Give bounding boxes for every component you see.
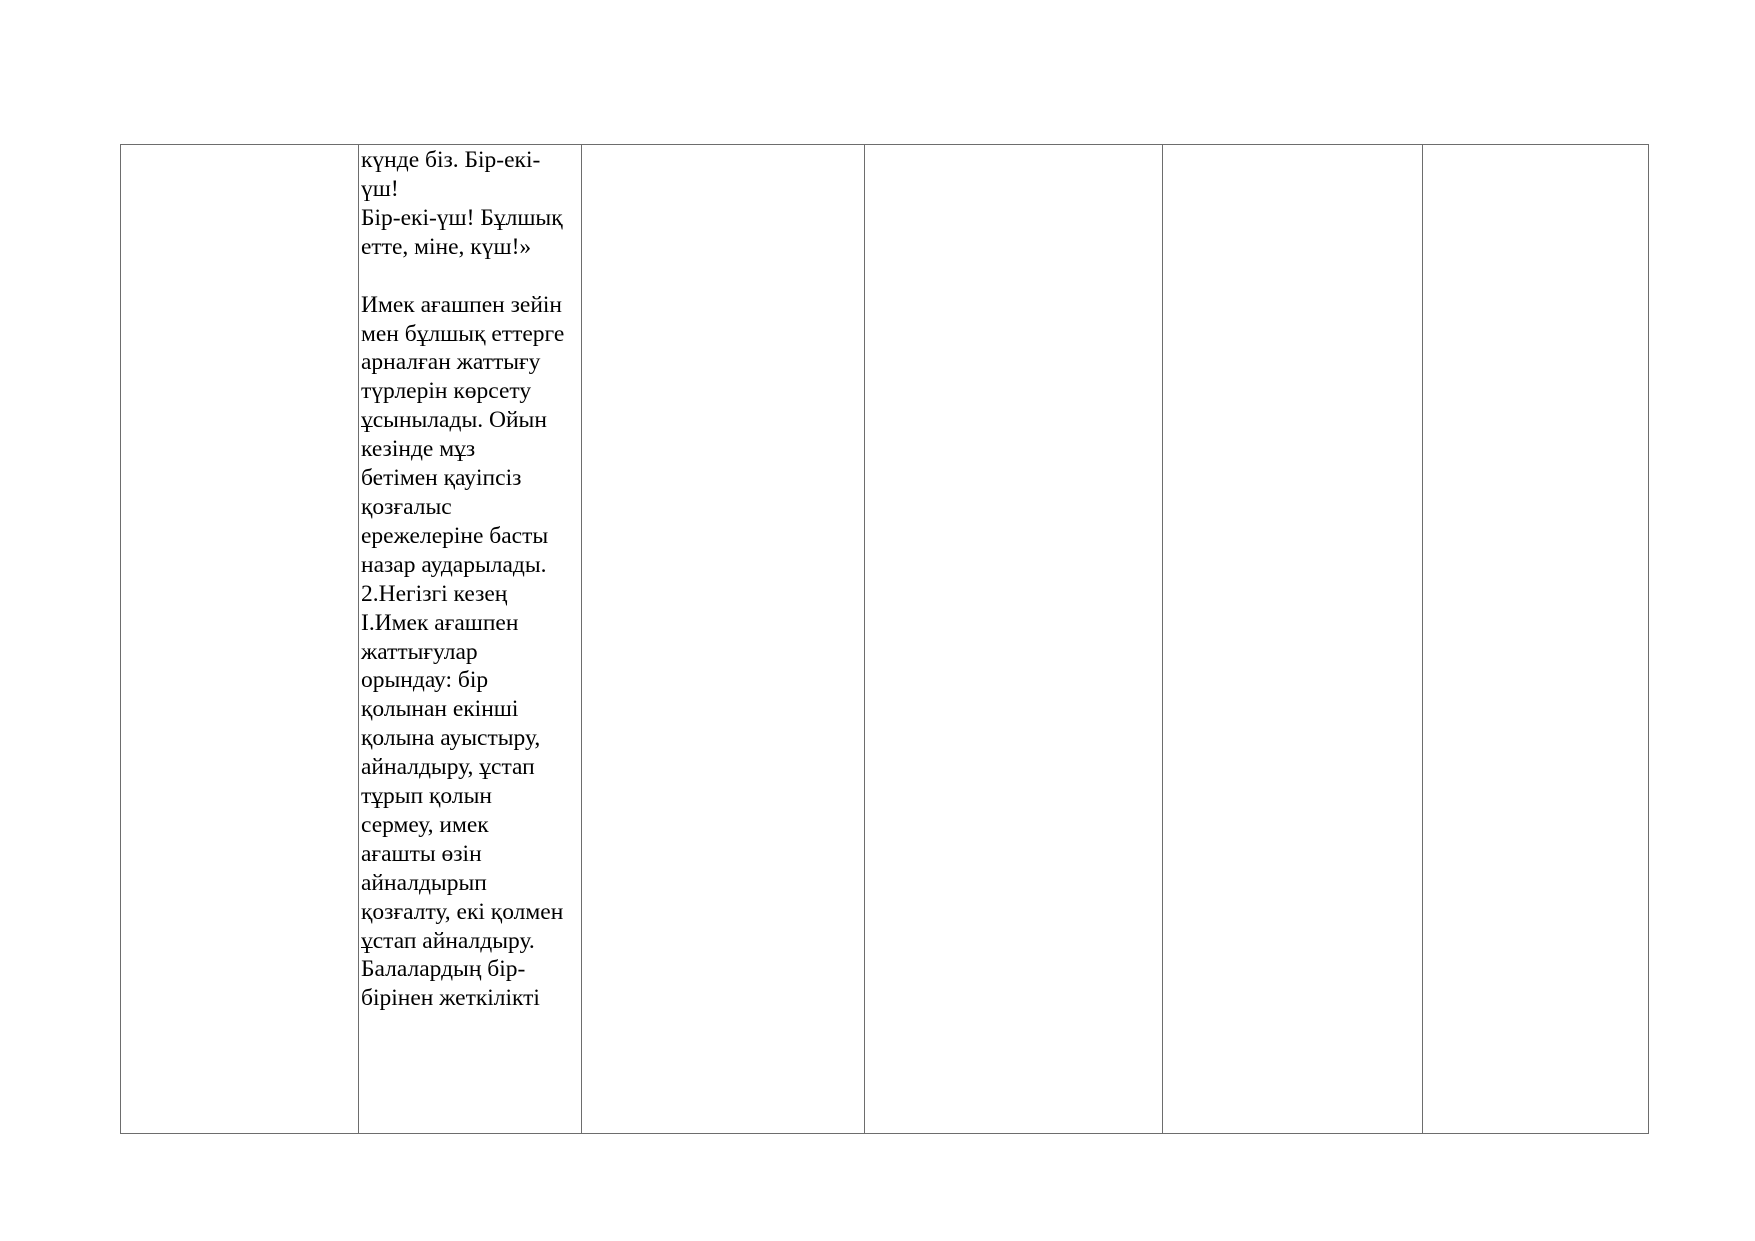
table-cell-col3 [582, 145, 865, 1134]
paragraph-exercise-steps: І.Имек ағашпен жаттығулар орындау: бір қолынан екінші қолына ауыстыру, айналдыру, ұстап тұрып қолын сермеу, имек ағашты өзін айналдырып қозғалту, екі қолмен ұстап айналдыру. Балалардың бір- бірінен жеткілікті [361, 609, 564, 1012]
lesson-plan-table [120, 144, 1649, 1134]
table-cell-col5 [1163, 145, 1423, 1134]
table-cell-col2 [359, 145, 582, 1134]
table-cell-col1 [121, 145, 359, 1134]
paragraph-main-stage-heading: 2.Негізгі кезең [361, 580, 508, 607]
table-row [121, 145, 1649, 1134]
paragraph-exercise-description: Имек ағашпен зейін мен бұлшық еттерге арналған жаттығу түрлерін көрсету ұсынылады. Ойын кезінде мұз бетімен қауіпсіз қозғалыс ережелеріне басты назар аударылады. [361, 291, 565, 578]
paragraph-intro-rhyme: күнде біз. Бір-екі- үш! Бір-екі-үш! Бұлшық етте, міне, күш!» [361, 147, 563, 260]
cell-text-block [359, 145, 581, 1013]
paragraph-spacer [361, 262, 579, 291]
table-cell-col4 [865, 145, 1163, 1134]
table-cell-col6 [1423, 145, 1649, 1134]
